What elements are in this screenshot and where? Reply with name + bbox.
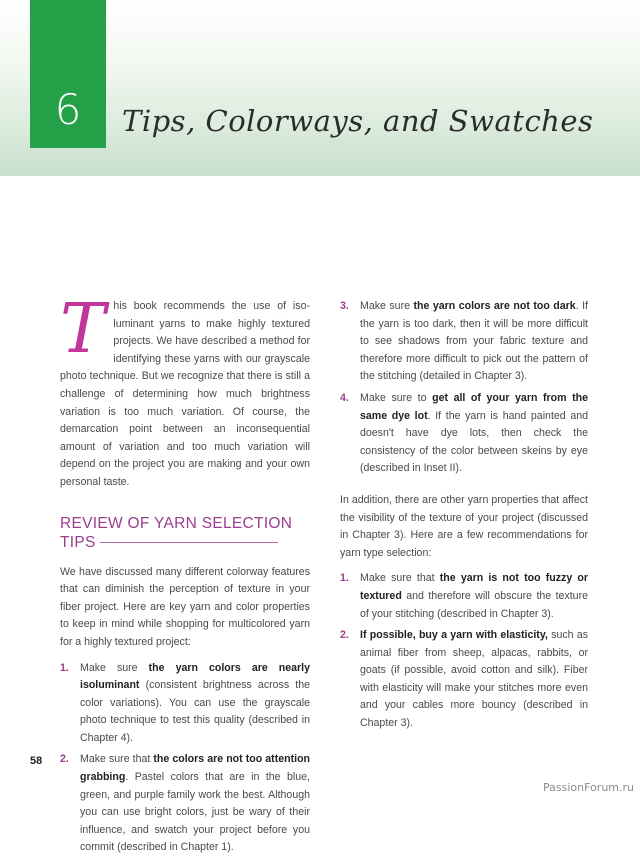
yarn-type-emphasis: If possible, buy a yarn with elasticity, [360, 629, 548, 642]
watermark: PassionForum.ru [543, 781, 634, 794]
right-column [340, 298, 588, 737]
tip-emphasis: get all of your yarn from the same dye lot [360, 391, 588, 422]
chapter-title: Tips, Colorways, and Swatches [122, 104, 594, 138]
chapter-number: 6 [54, 85, 82, 134]
section-heading-line2: TIPS [60, 533, 96, 551]
tip-number: 1. [60, 661, 69, 674]
left-column [60, 290, 311, 861]
tip-item: 1. Make sure the yarn colors are nearly isoluminant (consistent brightness across the color variations). You can use the grayscale photo technique to test this quality (described in Chapter 4). [60, 661, 311, 744]
tips-list-part1 [60, 660, 310, 858]
intro-text: his book recommends the use of iso-luminant yarns to make highly textured projects. We have described a method for identifying these yarns with our grayscale photo technique. But we recognize that there is still a challenge of determining how much brightness variation is too much variation. Of course, the demarcation point between an inconsequential amount of variation and too much variation will depend on the project you are making and your own personal taste. [60, 300, 310, 488]
yarn-type-item: 1. Make sure that the yarn is not too fuzzy or textured and therefore will obscure the texture of your stitching (described in Chapter 3). [340, 572, 588, 620]
tips-list-part2 [340, 298, 588, 478]
page-number: 58 [30, 755, 43, 767]
drop-cap: T [60, 290, 106, 369]
other-properties-lead: In addition, there are other yarn properties that affect the visibility of the texture of your project (discussed in Chapter 3). Here are a few recommendations for yarn type selection: [340, 493, 588, 559]
yarn-type-number: 1. [340, 572, 349, 585]
tip-emphasis: the colors are not too attention grabbing [80, 753, 311, 784]
tip-item: 2. Make sure that the colors are not too attention grabbing. Pastel colors that are in the blue, green, and purple family work the best. Although you can use bright colors, just be wary of their influence, and swatch your project before you commit (described in Chapter 1). [60, 753, 311, 854]
section-heading-line1: REVIEW OF YARN SELECTION [60, 514, 293, 532]
yarn-type-list [340, 570, 588, 732]
section-lead: We have discussed many different colorway features that can diminish the perception of texture in your fiber project. Here are key yarn and color properties to keep in mind while shopping for multicolored yarn for a highly textured project: [60, 565, 310, 648]
tip-number: 4. [340, 391, 349, 404]
yarn-type-item: 2. If possible, buy a yarn with elasticity, such as animal fiber from sheep, alpacas, rabbits, or goats (if possible, avoid cotton and silk). Fiber with elasticity will make your stitches more even and your cables more bouncy (described in Chapter 3). [340, 629, 589, 730]
yarn-type-number: 2. [340, 629, 349, 642]
tip-emphasis: the yarn colors are not too dark [413, 300, 576, 312]
yarn-type-emphasis: the yarn is not too fuzzy or textured [360, 572, 588, 602]
section-heading-rule [100, 542, 278, 543]
tip-number: 3. [340, 300, 349, 312]
tip-item: 3. Make sure the yarn colors are not too dark. If the yarn is too dark, then it will be more difficult to see shadows from your fabric texture and therefore more difficult to pick out the pattern of the stitching (detailed in Chapter 3). [340, 300, 588, 383]
tip-emphasis: the yarn colors are nearly isoluminant [80, 661, 311, 692]
tip-item: 4. Make sure to get all of your yarn from the same dye lot. If the yarn is hand painted and doesn't have dye lots, then check the consistency of the color between skeins by eye (described in Inset II). [340, 391, 588, 475]
section-heading [60, 514, 310, 552]
tip-number: 2. [60, 753, 69, 766]
intro-paragraph [60, 290, 310, 492]
